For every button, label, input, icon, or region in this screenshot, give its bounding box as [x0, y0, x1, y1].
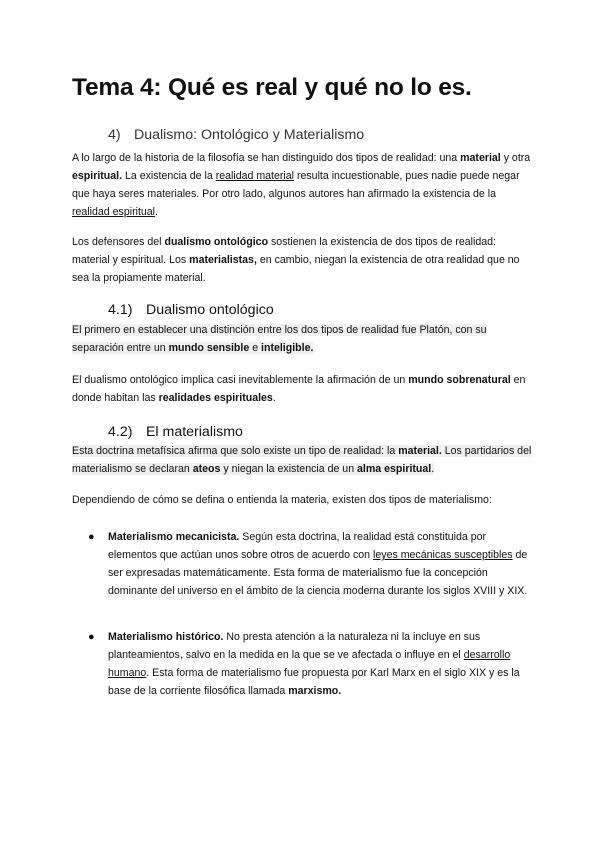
section-4-2-paragraph-2: Dependiendo de cómo se defina o entienda la materia, existen dos tipos de materialismo:: [72, 494, 492, 506]
section-4-1-heading: [108, 302, 274, 318]
section-number: 4.1): [108, 302, 133, 318]
section-title: Dualismo ontológico: [145, 302, 274, 318]
section-4-2-paragraph-1: Esta doctrina metafísica afirma que solo existe un tipo de realidad: la material. Los partidarios del materialismo se declaran ateos y niegan la existencia de un alma espiritual.: [72, 445, 532, 475]
section-title: El materialismo: [145, 424, 243, 440]
bullet-icon: ●: [88, 631, 95, 643]
section-4-heading: [108, 127, 364, 143]
section-4-paragraph-1: A lo largo de la historia de la filosofía se han distinguido dos tipos de realidad: una material y otra espiritual. La existencia de la realidad material resulta incuestionable, pues nadie puede negar que haya seres materiales. Por otro lado, algunos autores han afirmado la existencia de la realidad espiritual.: [72, 152, 531, 218]
section-title: Dualismo: Ontológico y Materialismo: [133, 127, 365, 143]
page-title: Tema 4: Qué es real y qué no lo es.: [72, 74, 472, 101]
section-4-1-paragraph-1: El primero en establecer una distinción entre los dos tipos de realidad fue Platón, con su separación entre un mundo sensible e inteligible.: [72, 324, 487, 354]
section-number: 4): [108, 127, 121, 143]
section-4-1-paragraph-2: El dualismo ontológico implica casi inevitablemente la afirmación de un mundo sobrenatural en donde habitan las realidades espirituales.: [72, 374, 526, 404]
bullet-icon: ●: [88, 531, 95, 543]
section-4-paragraph-2: Los defensores del dualismo ontológico sostienen la existencia de dos tipos de realidad: material y espiritual. Los materialistas, en cambio, niegan la existencia de otra realidad que no sea la propiamente material.: [72, 236, 520, 284]
list-item: Materialismo histórico. No presta atención a la naturaleza ni la incluye en sus planteamientos, salvo en la medida en la que se ve afectada o influye en el desarrollo humano. Esta forma de materialismo fue propuesta por Karl Marx en el siglo XIX y es la base de la corriente filosófica llamada marxismo.: [108, 631, 520, 697]
section-4-2-heading: [108, 424, 243, 440]
list-item: Materialismo mecanicista. Según esta doctrina, la realidad está constituida por elementos que actúan unos sobre otros de acuerdo con leyes mecánicas susceptibles de ser expresadas matemáticamente. Esta forma de materialismo fue la concepción dominante del universo en el ámbito de la ciencia moderna durante los siglos XVIII y XIX.: [108, 531, 528, 597]
section-number: 4.2): [108, 424, 133, 440]
